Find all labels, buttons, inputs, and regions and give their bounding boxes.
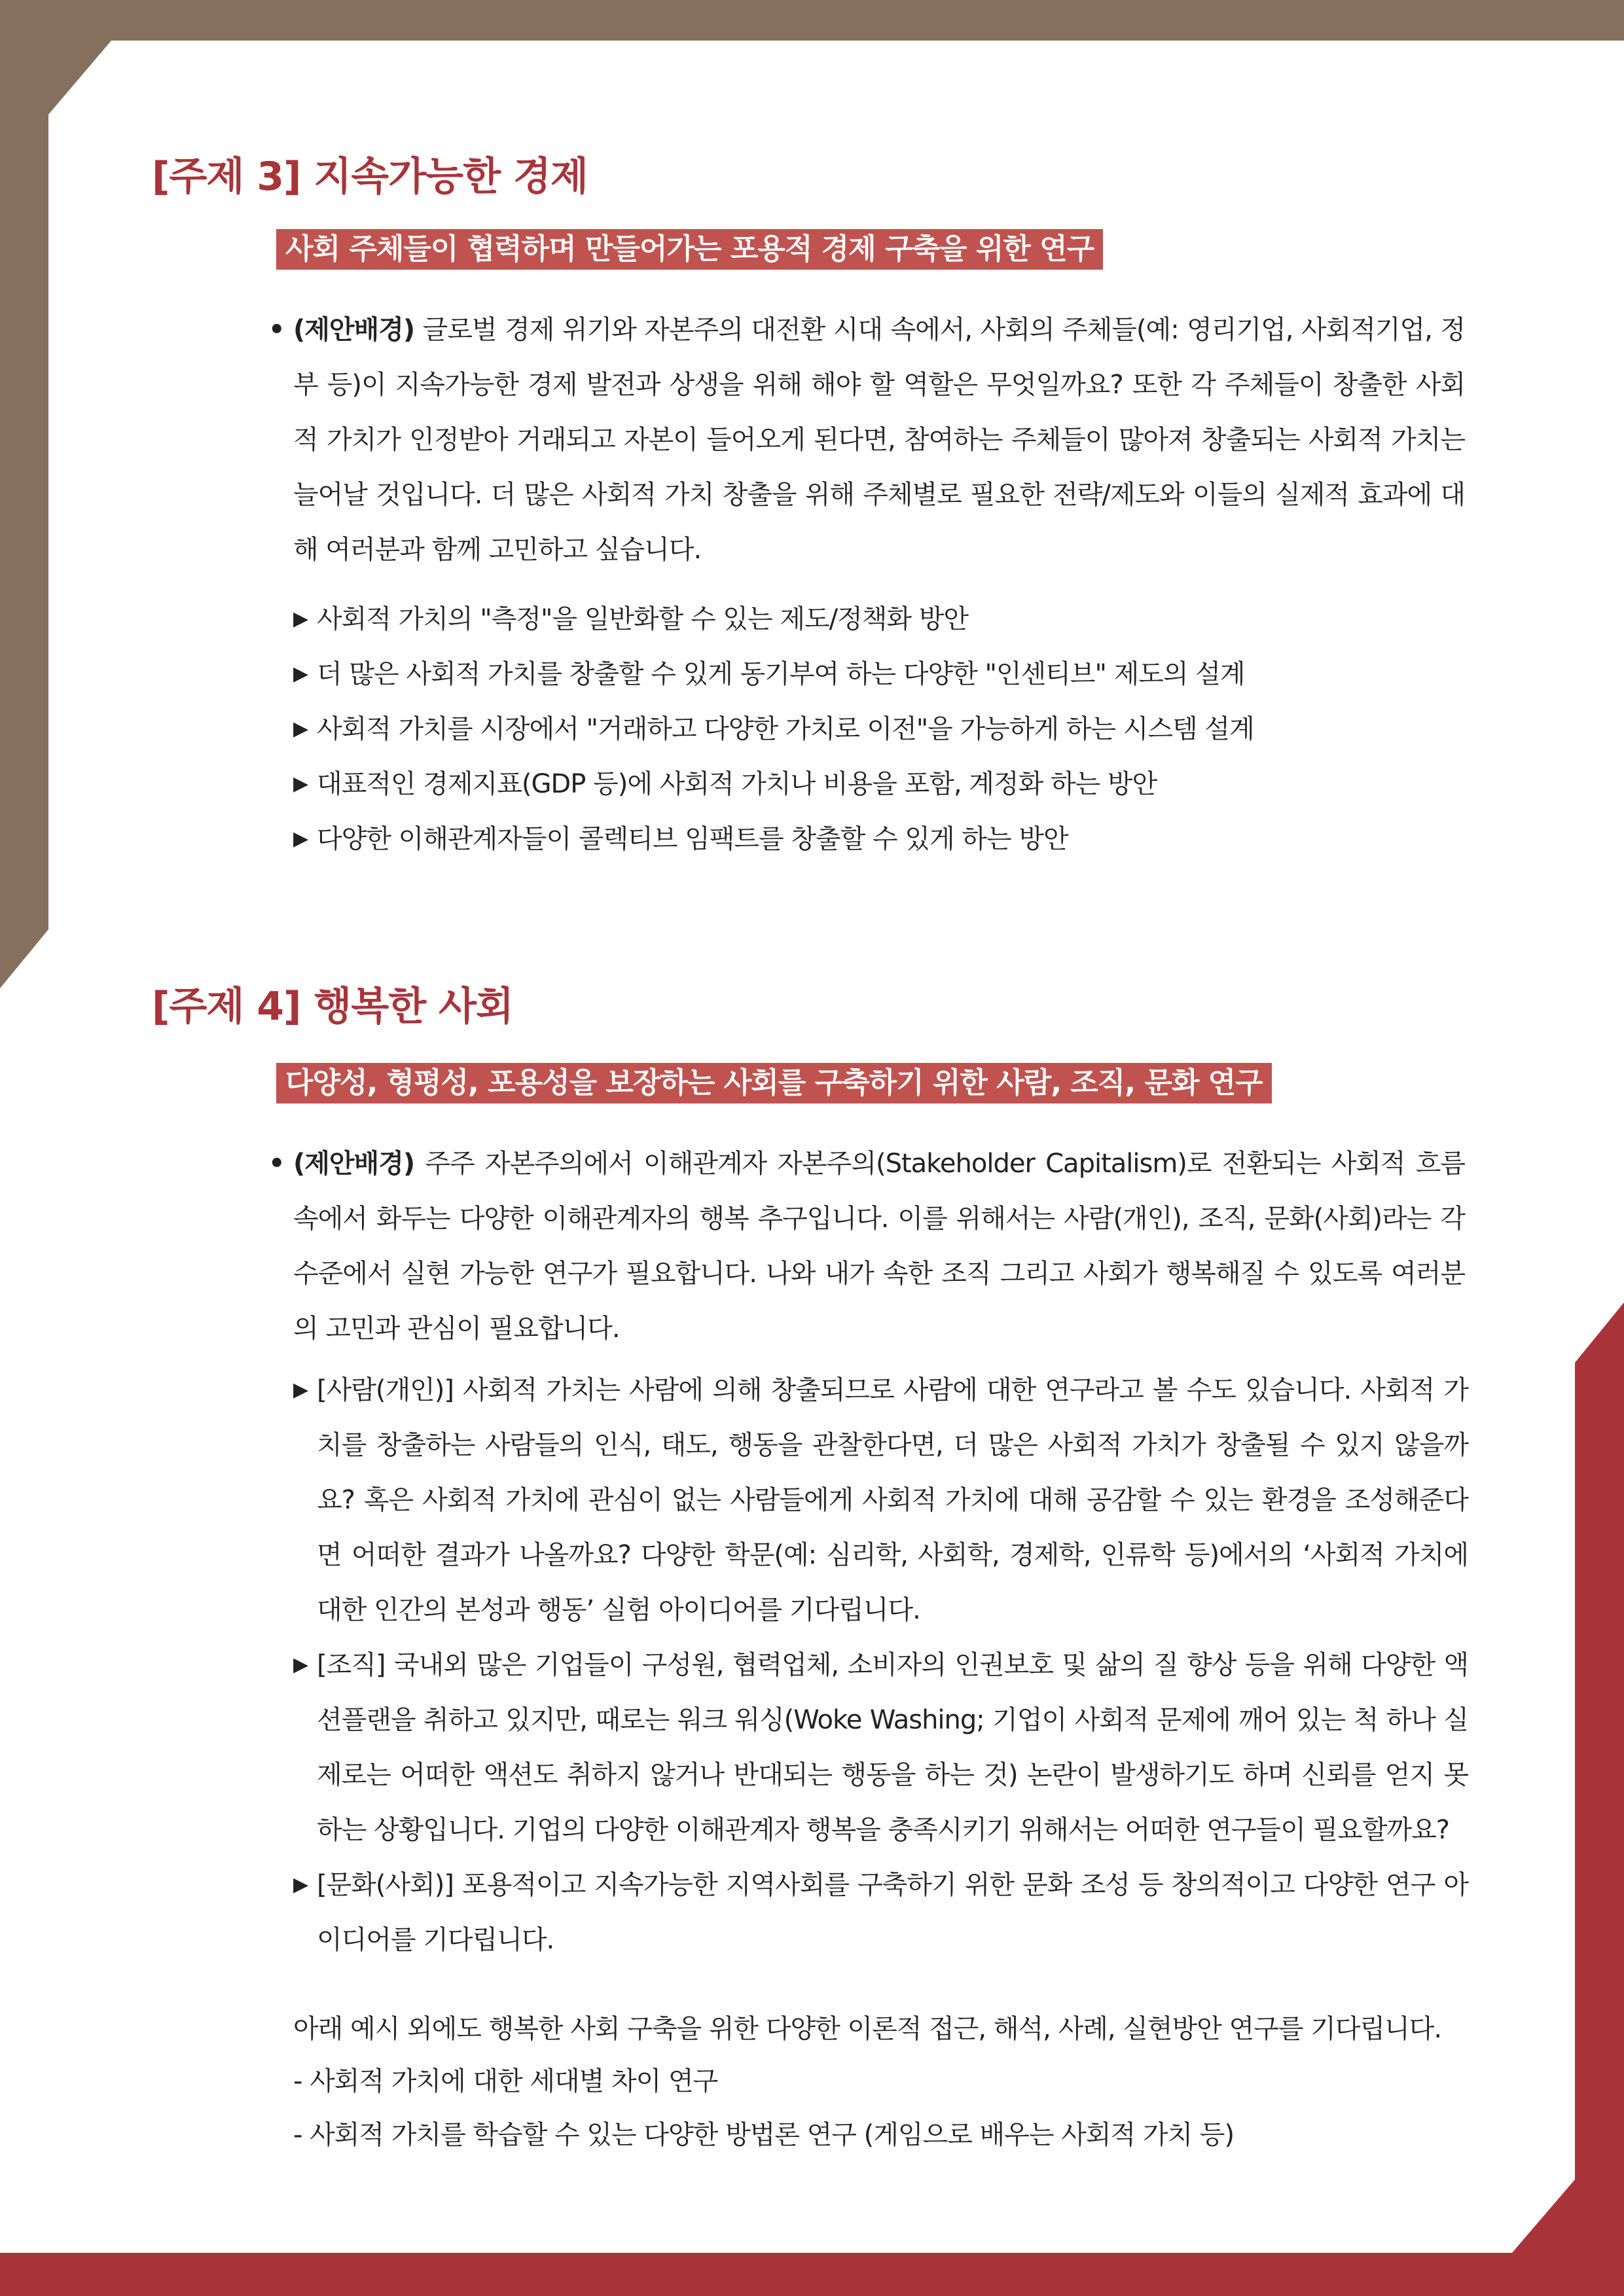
triangle-bullet-icon: ▶ [293, 1378, 308, 1401]
theme4-subtitle: 다양성, 형평성, 포용성을 보장하는 사회를 구축하기 위한 사람, 조직, 문화 연구 [276, 1063, 1272, 1103]
theme3-background-text: 글로벌 경제 위기와 자본주의 대전환 시대 속에서, 사회의 주체들(예: 영리기업, 사회적기업, 정부 등)이 지속가능한 경제 발전과 상생을 위해 해야 할 역할은 무엇일까요? 또한 각 주체들이 창출한 사회적 가치가 인정받아 거래되고 자본이 들어오게 된다면, 참여하는 주체들이 많아져 창출되는 사회적 가치는 늘어날 것입니다. 더 많은 사회적 가치 창출을 위해 주체별로 필요한 전략/제도와 이들의 실제적 효과에 대해 여러분과 함께 고민하고 싶습니다. [293, 315, 1465, 565]
theme4-item-list [293, 1363, 1468, 1967]
list-item-text: [사람(개인)] 사회적 가치는 사람에 의해 창출되므로 사람에 대한 연구라고 볼 수도 있습니다. 사회적 가치를 창출하는 사람들의 인식, 태도, 행동을 관찰한다면, 더 많은 사회적 가치가 창출될 수 있지 않을까요? 혹은 사회적 가치에 관심이 없는 사람들에게 사회적 가치에 대해 공감할 수 있는 환경을 조성해준다면 어떠한 결과가 나올까요? 다양한 학문(예: 심리학, 사회학, 경제학, 인류학 등)에서의 ‘사회적 가치에 대한 인간의 본성과 행동’ 실험 아이디어를 기다립니다. [317, 1375, 1468, 1625]
list-item-text: 더 많은 사회적 가치를 창출할 수 있게 동기부여 하는 다양한 "인센티브" 제도의 설계 [317, 659, 1245, 689]
list-item-text: [조직] 국내외 많은 기업들이 구성원, 협력업체, 소비자의 인권보호 및 삶의 질 향상 등을 위해 다양한 액션플랜을 취하고 있지만, 때로는 워크 워싱(Woke Washing; 기업이 사회적 문제에 깨어 있는 척 하나 실제로는 어떠한 액션도 취하지 않거나 반대되는 행동을 하는 것) 논란이 발생하기도 하며 신뢰를 얻지 못하는 상황입니다. 기업의 다양한 이해관계자 행복을 충족시키기 위해서는 어떠한 연구들이 필요할까요? [317, 1650, 1468, 1845]
theme4-background-text: 주주 자본주의에서 이해관계자 자본주의(Stakeholder Capitalism)로 전환되는 사회적 흐름 속에서 화두는 다양한 이해관계자의 행복 추구입니다. 이를 위해서는 사람(개인), 조직, 문화(사회)라는 각 수준에서 실현 가능한 연구가 필요합니다. 나와 내가 속한 조직 그리고 사회가 행복해질 수 있도록 여러분의 고민과 관심이 필요합니다. [293, 1149, 1466, 1344]
bullet-dot-icon: • [268, 1149, 285, 1179]
list-item [293, 702, 1254, 757]
theme4-example-2: - 사회적 가치를 학습할 수 있는 다양한 방법론 연구 (게임으로 배우는 사회적 가치 등) [293, 2120, 1235, 2150]
list-item-text: 다양한 이해관계자들이 콜렉티브 임팩트를 창출할 수 있게 하는 방안 [317, 824, 1068, 854]
theme4-example-1: - 사회적 가치에 대한 세대별 차이 연구 [293, 2066, 718, 2096]
theme4-background-label: (제안배경) [293, 1149, 415, 1179]
bullet-dot-icon: • [268, 315, 285, 345]
theme3-subtitle: 사회 주체들이 협력하며 만들어가는 포용적 경제 구축을 위한 연구 [276, 229, 1103, 270]
triangle-bullet-icon: ▶ [293, 607, 308, 630]
list-item [293, 757, 1254, 812]
list-item-text: [문화(사회)] 포용적이고 지속가능한 지역사회를 구축하기 위한 문화 조성 등 창의적이고 다양한 연구 아이디어를 기다립니다. [317, 1870, 1468, 1955]
list-item-text: 사회적 가치를 시장에서 "거래하고 다양한 가치로 이전"을 가능하게 하는 시스템 설계 [317, 714, 1254, 744]
list-item [293, 812, 1254, 867]
list-item-text: 사회적 가치의 "측정"을 일반화할 수 있는 제도/정책화 방안 [317, 604, 968, 634]
theme3-background [268, 302, 1465, 577]
list-item [293, 1857, 1468, 1967]
triangle-bullet-icon: ▶ [293, 662, 308, 685]
theme4-closing: 아래 예시 외에도 행복한 사회 구축을 위한 다양한 이론적 접근, 해석, 사례, 실현방안 연구를 기다립니다. [293, 2014, 1442, 2044]
triangle-bullet-icon: ▶ [293, 772, 308, 795]
theme4-title: [주제 4] 행복한 사회 [152, 984, 513, 1030]
theme3-background-label: (제안배경) [293, 315, 415, 345]
list-item [293, 647, 1254, 702]
list-item [293, 592, 1254, 647]
triangle-bullet-icon: ▶ [293, 1653, 308, 1676]
theme3-item-list [293, 592, 1254, 867]
list-item-text: 대표적인 경제지표(GDP 등)에 사회적 가치나 비용을 포함, 계정화 하는 방안 [317, 769, 1157, 799]
triangle-bullet-icon: ▶ [293, 827, 308, 850]
triangle-bullet-icon: ▶ [293, 717, 308, 740]
triangle-bullet-icon: ▶ [293, 1873, 308, 1896]
theme4-background [268, 1136, 1466, 1356]
list-item [293, 1363, 1468, 1638]
theme3-title: [주제 3] 지속가능한 경제 [152, 154, 588, 200]
list-item [293, 1638, 1468, 1857]
